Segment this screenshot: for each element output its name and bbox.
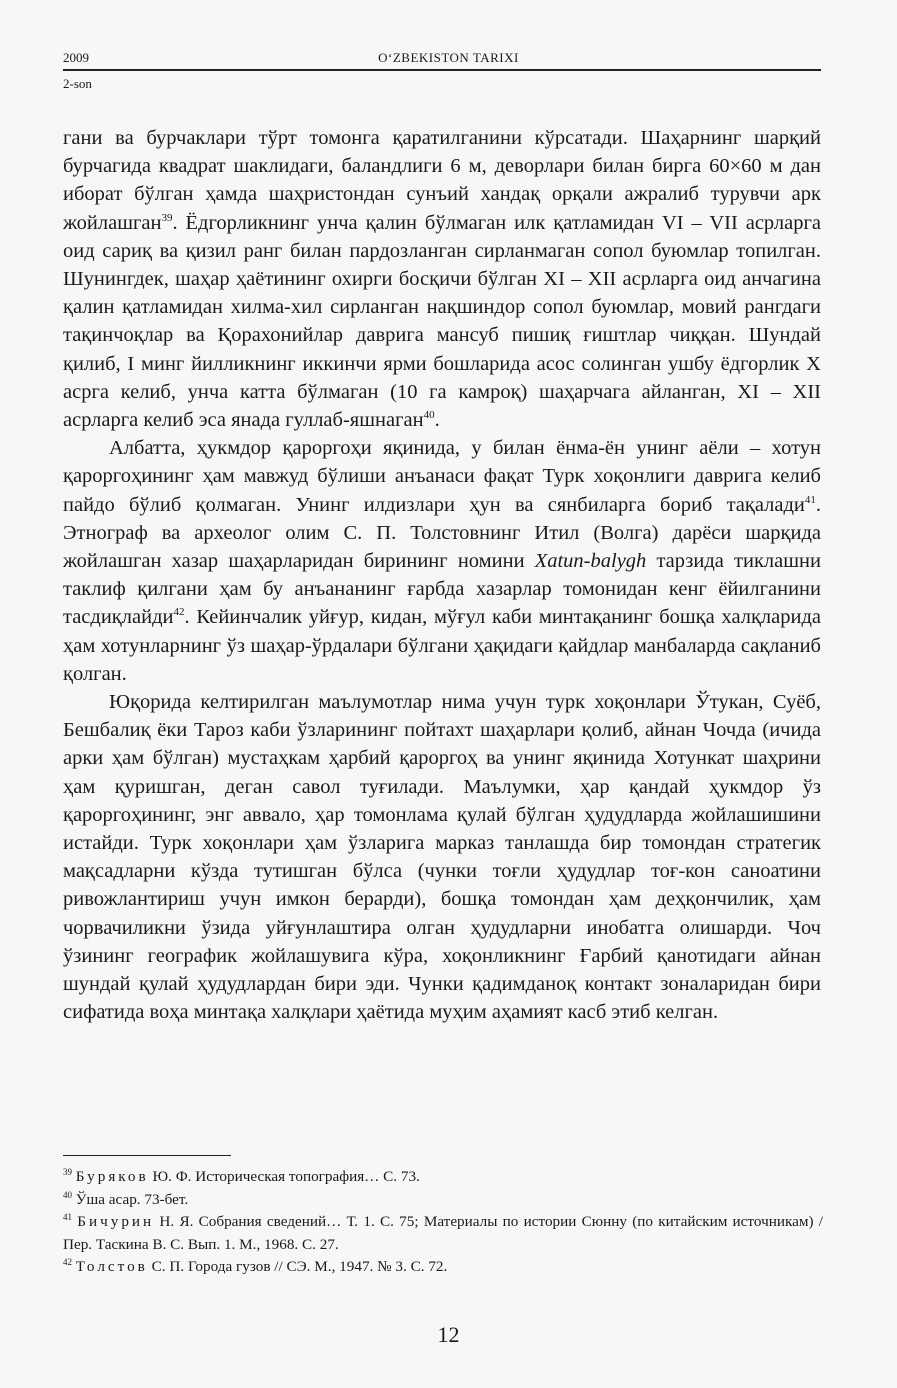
header-issue: 2-son <box>63 76 92 91</box>
footnote-ref[interactable]: 41 <box>804 493 816 506</box>
footnote-text: С. П. Города гузов // СЭ. М., 1947. № 3. С. 72. <box>147 1258 448 1275</box>
footnote-text: Ю. Ф. Историческая топография… С. 73. <box>148 1168 420 1185</box>
footnote-40 <box>63 1189 823 1212</box>
footnote-author: Толстов <box>75 1258 148 1275</box>
header-rule <box>63 69 821 71</box>
paragraph-1-text-a: гани ва бурчаклари тўрт томонга қаратилганини кўрсатади. Шаҳарнинг шарқий бурчагида квадрат шаклидаги, баландлиги 6 м, деворлари билан бирга 60×60 м дан иборат бўлган ҳамда шаҳристондан сунъий хандақ орқали ажралиб турувчи арк жойлашган <box>63 127 821 234</box>
paragraph-3: Юқорида келтирилган маълумотлар нима учун турк хоқонлари Ўтукан, Суёб, Бешбалиқ ёки Тароз каби ўзларининг пойтахт шаҳарлари қолиб, айнан Чочда (ичида арки ҳам бўлган) мустаҳкам ҳарбий қароргоҳ ва унинг яқинида Хотункат шаҳрини ҳам қуришган, деган савол туғилади. Маълумки, ҳар қандай ҳукмдор ўз қароргоҳининг, энг аввало, ҳар томонлама қулай бўлган ҳудудларда жойлашишини истайди. Турк хоқонлари ҳам ўзларига марказ танлашда бир томондан стратегик мақсадларни кўзда тутишган бўлса (чунки тоғли ҳудудлар тоғ-кон саноатини ривожлантириш учун имкон берарди), бошқа томондан ҳам деҳқончилик, ҳам чорвачиликни ўзида уйғунлаштира олган ҳудудларни инобатга олишарди. Чоч ўзининг географик жойлашувига кўра, хоқонликнинг Ғарбий қанотидаги айнан шундай қулай ҳудудлардан бири эди. Чунки қадимданоқ контакт зоналаридан бири сифатида воҳа минтақа халқлари ҳаётида муҳим аҳамият касб этиб келган. <box>63 691 821 1024</box>
footnote-41 <box>63 1211 823 1256</box>
paragraph-1-text-c: . <box>434 409 440 432</box>
italic-term: Xatun-balygh <box>534 550 647 573</box>
footnote-text: Н. Я. Собрания сведений… Т. 1. С. 75; Материалы по истории Сюнну (по китайским источникам) / Пер. Таскина В. С. Вып. 1. М., 1968. С. 27. <box>63 1213 823 1253</box>
footnote-ref[interactable]: 40 <box>423 409 435 422</box>
header-year: 2009 <box>63 50 89 65</box>
paragraph-1-text-b: . Ёдгорликнинг унча қалин бўлмаган илк қатламидан VI – VII асрларга оид сариқ ва қизил ранг билан пардозланган сирланмаган сопол буюмлар топилган. Шунингдек, шаҳар ҳаётининг охирги босқичи бўлган XI – XII асрларга оид анчагина қалин қатламидан хилма-хил сирланган нақшиндор сопол буюмлар, мовий рангдаги тақинчоқлар ва Қорахонийлар даврига мансуб пишиқ ғиштлар чиққан. Шундай қилиб, I минг йилликнинг иккинчи ярми бошларида асос солинган ушбу ёдгорлик X асрга келиб, унча катта бўлмаган (10 га камроқ) шаҳарчага айланган, XI – XII асрларга келиб эса янада гуллаб-яшнаган <box>63 211 821 432</box>
paragraph-2 <box>63 434 821 688</box>
footnote-text: Ўша асар. 73-бет. <box>75 1190 189 1208</box>
footnotes <box>63 1166 823 1279</box>
footnote-number: 42 <box>63 1257 72 1267</box>
page-number: 12 <box>437 1322 460 1347</box>
body-text <box>63 124 821 1027</box>
footnote-number: 39 <box>63 1167 72 1177</box>
paragraph-2-text-d: . Кейинчалик уйғур, кидан, мўғул каби минтақанинг бошқа халқларида ҳам хотунларнинг ўз шаҳар-ўрдалари бўлгани ҳақидаги қайдлар манбаларда сақланиб қолган. <box>63 606 821 685</box>
footnote-number: 41 <box>63 1212 72 1222</box>
footnote-ref[interactable]: 39 <box>161 211 173 224</box>
header-journal-title: O‘ZBEKISTON TARIXI <box>378 50 519 65</box>
paragraph-2-text-a: Албатта, ҳукмдор қароргоҳи яқинида, у билан ёнма-ён унинг аёли – хотун қароргоҳининг ҳам мавжуд бўлиши анъанаси фақат Турк хоқонлиги даврига келиб пайдо бўлиб қолмаган. Унинг илдизлари ҳун ва сянбиларга бориб тақалади <box>63 437 821 516</box>
footnote-39 <box>63 1166 823 1189</box>
paragraph-1 <box>63 124 821 434</box>
footnote-number: 40 <box>63 1189 72 1200</box>
footnote-42 <box>63 1256 823 1279</box>
footnote-author: Буряков <box>75 1168 149 1185</box>
footnote-ref[interactable]: 42 <box>173 606 185 619</box>
footnote-separator <box>63 1155 231 1156</box>
footnote-author: Бичурин <box>77 1213 155 1230</box>
paragraph-2-text-b: . Этнограф ва археолог олим С. П. Толстовнинг Итил (Волга) дарёси шарқида жойлашган хазар шаҳарларидан бирининг номини <box>63 493 821 573</box>
paragraph-2-text-c: тарзида тиклашни таклиф қилгани ҳам бу анъананинг ғарбда хазарлар томонидан кенг ёйилганини тасдиқлайди <box>63 550 821 629</box>
